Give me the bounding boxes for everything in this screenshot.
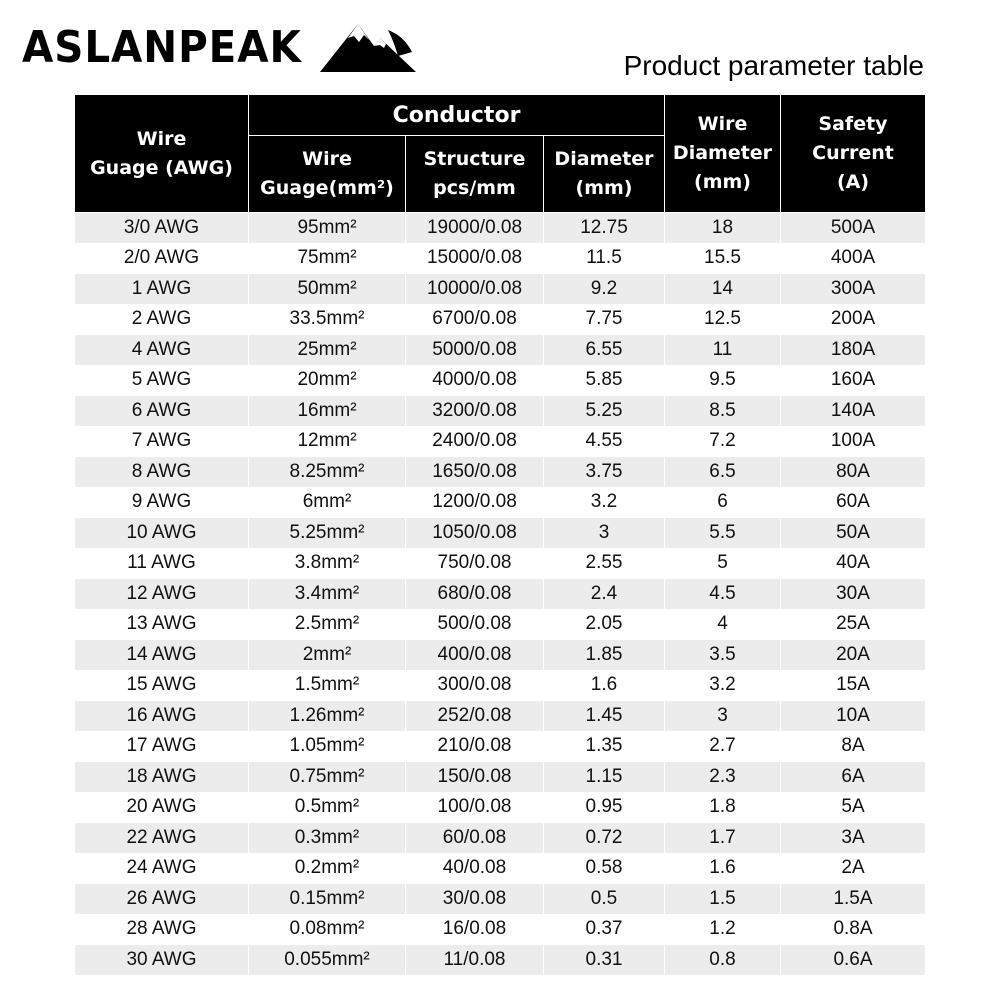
cell-wire-diameter: 1.7 xyxy=(665,823,781,854)
table-row xyxy=(75,762,926,793)
brand-name: ASLANPEAK xyxy=(22,22,302,73)
cell-safety-current: 140A xyxy=(781,396,926,427)
cell-mm2: 2.5mm² xyxy=(249,609,406,640)
cell-safety-current: 15A xyxy=(781,670,926,701)
cell-diameter: 5.85 xyxy=(544,365,665,396)
cell-structure: 4000/0.08 xyxy=(406,365,544,396)
cell-diameter: 0.95 xyxy=(544,792,665,823)
cell-wire-diameter: 1.2 xyxy=(665,914,781,945)
cell-diameter: 0.58 xyxy=(544,853,665,884)
cell-safety-current: 50A xyxy=(781,518,926,549)
cell-structure: 1650/0.08 xyxy=(406,457,544,488)
cell-awg: 18 AWG xyxy=(75,762,249,793)
cell-structure: 2400/0.08 xyxy=(406,426,544,457)
cell-diameter: 3 xyxy=(544,518,665,549)
cell-safety-current: 180A xyxy=(781,335,926,366)
cell-wire-diameter: 5 xyxy=(665,548,781,579)
cell-diameter: 9.2 xyxy=(544,274,665,305)
cell-wire-diameter: 6 xyxy=(665,487,781,518)
cell-awg: 12 AWG xyxy=(75,579,249,610)
cell-diameter: 0.31 xyxy=(544,945,665,976)
cell-structure: 15000/0.08 xyxy=(406,243,544,274)
cell-structure: 500/0.08 xyxy=(406,609,544,640)
cell-structure: 11/0.08 xyxy=(406,945,544,976)
cell-safety-current: 0.8A xyxy=(781,914,926,945)
cell-awg: 17 AWG xyxy=(75,731,249,762)
cell-wire-diameter: 7.2 xyxy=(665,426,781,457)
table-row xyxy=(75,914,926,945)
cell-mm2: 5.25mm² xyxy=(249,518,406,549)
table-row xyxy=(75,243,926,274)
cell-awg: 24 AWG xyxy=(75,853,249,884)
cell-awg: 14 AWG xyxy=(75,640,249,671)
cell-mm2: 2mm² xyxy=(249,640,406,671)
cell-safety-current: 3A xyxy=(781,823,926,854)
cell-awg: 9 AWG xyxy=(75,487,249,518)
cell-wire-diameter: 12.5 xyxy=(665,304,781,335)
cell-safety-current: 6A xyxy=(781,762,926,793)
cell-safety-current: 80A xyxy=(781,457,926,488)
cell-mm2: 1.26mm² xyxy=(249,701,406,732)
table-row xyxy=(75,365,926,396)
cell-structure: 400/0.08 xyxy=(406,640,544,671)
cell-wire-diameter: 6.5 xyxy=(665,457,781,488)
cell-structure: 60/0.08 xyxy=(406,823,544,854)
cell-awg: 7 AWG xyxy=(75,426,249,457)
header-safety-current: Safety Current (A) xyxy=(781,95,926,213)
cell-mm2: 3.4mm² xyxy=(249,579,406,610)
cell-mm2: 6mm² xyxy=(249,487,406,518)
cell-safety-current: 400A xyxy=(781,243,926,274)
table-row xyxy=(75,823,926,854)
cell-wire-diameter: 3.2 xyxy=(665,670,781,701)
cell-mm2: 50mm² xyxy=(249,274,406,305)
cell-wire-diameter: 1.6 xyxy=(665,853,781,884)
cell-diameter: 5.25 xyxy=(544,396,665,427)
cell-diameter: 2.05 xyxy=(544,609,665,640)
cell-wire-diameter: 1.8 xyxy=(665,792,781,823)
header-wire-gauge-awg: Wire Guage (AWG) xyxy=(75,95,249,213)
cell-mm2: 12mm² xyxy=(249,426,406,457)
cell-diameter: 6.55 xyxy=(544,335,665,366)
table-row xyxy=(75,579,926,610)
cell-awg: 22 AWG xyxy=(75,823,249,854)
table-row xyxy=(75,701,926,732)
table-row xyxy=(75,487,926,518)
cell-safety-current: 8A xyxy=(781,731,926,762)
table-row xyxy=(75,274,926,305)
cell-wire-diameter: 18 xyxy=(665,213,781,244)
cell-wire-diameter: 0.8 xyxy=(665,945,781,976)
cell-safety-current: 500A xyxy=(781,213,926,244)
cell-wire-diameter: 2.3 xyxy=(665,762,781,793)
cell-structure: 252/0.08 xyxy=(406,701,544,732)
cell-safety-current: 300A xyxy=(781,274,926,305)
cell-wire-diameter: 3.5 xyxy=(665,640,781,671)
header-row-top xyxy=(75,95,926,136)
cell-mm2: 33.5mm² xyxy=(249,304,406,335)
cell-awg: 4 AWG xyxy=(75,335,249,366)
cell-safety-current: 40A xyxy=(781,548,926,579)
cell-mm2: 0.3mm² xyxy=(249,823,406,854)
cell-wire-diameter: 8.5 xyxy=(665,396,781,427)
cell-mm2: 0.055mm² xyxy=(249,945,406,976)
cell-safety-current: 60A xyxy=(781,487,926,518)
cell-structure: 6700/0.08 xyxy=(406,304,544,335)
cell-diameter: 4.55 xyxy=(544,426,665,457)
cell-mm2: 75mm² xyxy=(249,243,406,274)
cell-diameter: 2.4 xyxy=(544,579,665,610)
header-conductor: Conductor xyxy=(249,95,665,136)
cell-mm2: 20mm² xyxy=(249,365,406,396)
header-wire-diameter: Wire Diameter (mm) xyxy=(665,95,781,213)
cell-wire-diameter: 1.5 xyxy=(665,884,781,915)
table-row xyxy=(75,335,926,366)
cell-structure: 750/0.08 xyxy=(406,548,544,579)
cell-structure: 680/0.08 xyxy=(406,579,544,610)
cell-awg: 13 AWG xyxy=(75,609,249,640)
table-row xyxy=(75,670,926,701)
cell-diameter: 11.5 xyxy=(544,243,665,274)
cell-mm2: 95mm² xyxy=(249,213,406,244)
table-row xyxy=(75,518,926,549)
table-row xyxy=(75,640,926,671)
cell-wire-diameter: 4 xyxy=(665,609,781,640)
cell-mm2: 1.5mm² xyxy=(249,670,406,701)
cell-diameter: 1.6 xyxy=(544,670,665,701)
table-row xyxy=(75,945,926,976)
cell-safety-current: 2A xyxy=(781,853,926,884)
brand-logo xyxy=(22,18,418,78)
cell-structure: 10000/0.08 xyxy=(406,274,544,305)
cell-safety-current: 10A xyxy=(781,701,926,732)
parameter-table xyxy=(74,94,926,976)
table-row xyxy=(75,853,926,884)
cell-structure: 3200/0.08 xyxy=(406,396,544,427)
table-body xyxy=(75,213,926,976)
cell-mm2: 0.15mm² xyxy=(249,884,406,915)
cell-structure: 300/0.08 xyxy=(406,670,544,701)
cell-mm2: 25mm² xyxy=(249,335,406,366)
table-row xyxy=(75,304,926,335)
cell-awg: 28 AWG xyxy=(75,914,249,945)
cell-safety-current: 100A xyxy=(781,426,926,457)
cell-awg: 10 AWG xyxy=(75,518,249,549)
cell-structure: 210/0.08 xyxy=(406,731,544,762)
header-structure: Structure pcs/mm xyxy=(406,136,544,213)
cell-diameter: 3.2 xyxy=(544,487,665,518)
cell-safety-current: 25A xyxy=(781,609,926,640)
cell-structure: 40/0.08 xyxy=(406,853,544,884)
cell-structure: 1050/0.08 xyxy=(406,518,544,549)
cell-diameter: 2.55 xyxy=(544,548,665,579)
mountain-icon xyxy=(318,16,418,76)
cell-awg: 1 AWG xyxy=(75,274,249,305)
cell-awg: 8 AWG xyxy=(75,457,249,488)
table-row xyxy=(75,213,926,244)
cell-awg: 15 AWG xyxy=(75,670,249,701)
cell-safety-current: 200A xyxy=(781,304,926,335)
cell-diameter: 1.45 xyxy=(544,701,665,732)
page-subtitle: Product parameter table xyxy=(623,50,924,81)
cell-mm2: 0.5mm² xyxy=(249,792,406,823)
cell-wire-diameter: 3 xyxy=(665,701,781,732)
cell-safety-current: 1.5A xyxy=(781,884,926,915)
cell-awg: 26 AWG xyxy=(75,884,249,915)
cell-mm2: 8.25mm² xyxy=(249,457,406,488)
table-row xyxy=(75,731,926,762)
cell-wire-diameter: 15.5 xyxy=(665,243,781,274)
cell-awg: 16 AWG xyxy=(75,701,249,732)
cell-structure: 30/0.08 xyxy=(406,884,544,915)
cell-diameter: 1.35 xyxy=(544,731,665,762)
cell-awg: 30 AWG xyxy=(75,945,249,976)
cell-diameter: 1.15 xyxy=(544,762,665,793)
table-row xyxy=(75,457,926,488)
cell-structure: 100/0.08 xyxy=(406,792,544,823)
cell-diameter: 0.72 xyxy=(544,823,665,854)
cell-diameter: 0.5 xyxy=(544,884,665,915)
cell-mm2: 16mm² xyxy=(249,396,406,427)
cell-structure: 5000/0.08 xyxy=(406,335,544,366)
cell-mm2: 1.05mm² xyxy=(249,731,406,762)
cell-safety-current: 20A xyxy=(781,640,926,671)
cell-wire-diameter: 2.7 xyxy=(665,731,781,762)
cell-awg: 3/0 AWG xyxy=(75,213,249,244)
cell-awg: 6 AWG xyxy=(75,396,249,427)
cell-mm2: 0.2mm² xyxy=(249,853,406,884)
cell-safety-current: 0.6A xyxy=(781,945,926,976)
cell-awg: 2 AWG xyxy=(75,304,249,335)
cell-awg: 20 AWG xyxy=(75,792,249,823)
table-row xyxy=(75,609,926,640)
cell-diameter: 7.75 xyxy=(544,304,665,335)
header-diameter: Diameter (mm) xyxy=(544,136,665,213)
cell-structure: 150/0.08 xyxy=(406,762,544,793)
table-row xyxy=(75,426,926,457)
cell-wire-diameter: 4.5 xyxy=(665,579,781,610)
table-row xyxy=(75,396,926,427)
header-wire-gauge-mm2: Wire Guage(mm²) xyxy=(249,136,406,213)
cell-awg: 11 AWG xyxy=(75,548,249,579)
cell-mm2: 0.08mm² xyxy=(249,914,406,945)
cell-mm2: 3.8mm² xyxy=(249,548,406,579)
cell-diameter: 0.37 xyxy=(544,914,665,945)
cell-structure: 19000/0.08 xyxy=(406,213,544,244)
cell-diameter: 1.85 xyxy=(544,640,665,671)
table-row xyxy=(75,884,926,915)
cell-wire-diameter: 14 xyxy=(665,274,781,305)
table-row xyxy=(75,548,926,579)
cell-wire-diameter: 11 xyxy=(665,335,781,366)
cell-awg: 2/0 AWG xyxy=(75,243,249,274)
cell-diameter: 12.75 xyxy=(544,213,665,244)
cell-mm2: 0.75mm² xyxy=(249,762,406,793)
cell-safety-current: 5A xyxy=(781,792,926,823)
cell-diameter: 3.75 xyxy=(544,457,665,488)
cell-wire-diameter: 5.5 xyxy=(665,518,781,549)
cell-safety-current: 160A xyxy=(781,365,926,396)
table-row xyxy=(75,792,926,823)
cell-awg: 5 AWG xyxy=(75,365,249,396)
cell-safety-current: 30A xyxy=(781,579,926,610)
cell-wire-diameter: 9.5 xyxy=(665,365,781,396)
cell-structure: 16/0.08 xyxy=(406,914,544,945)
cell-structure: 1200/0.08 xyxy=(406,487,544,518)
